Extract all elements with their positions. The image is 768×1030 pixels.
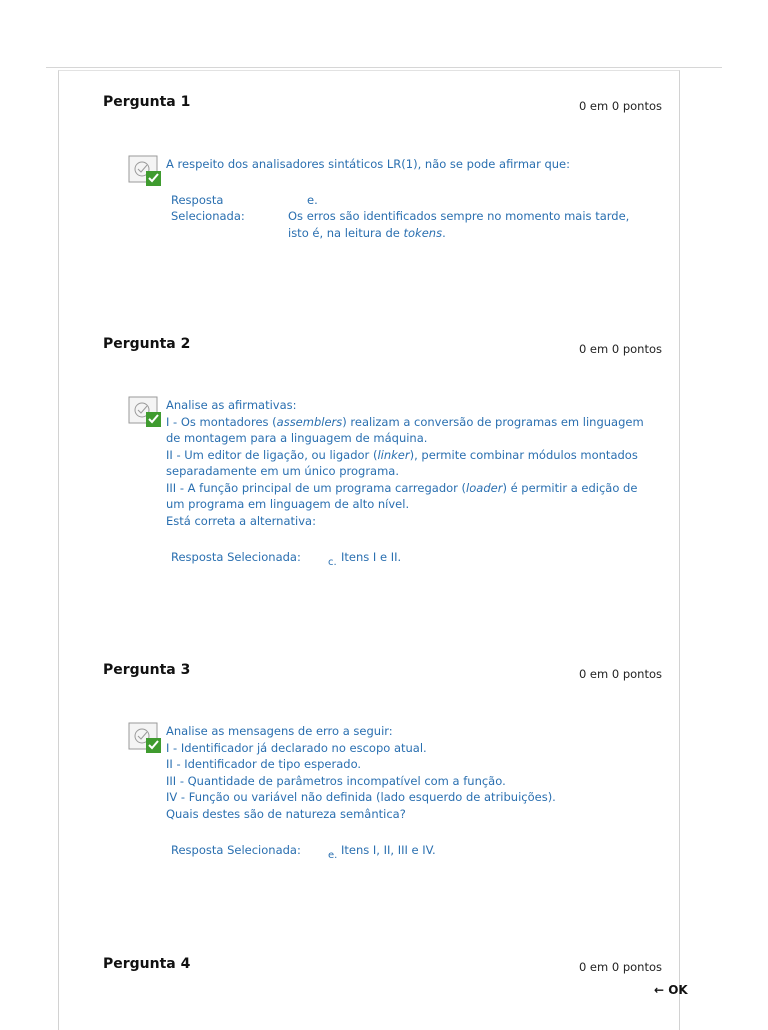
question-2-title: Pergunta 2 [103, 336, 191, 352]
question-3-points: 0 em 0 pontos [578, 667, 662, 681]
question-3-answer-text: Itens I, II, III e IV. [341, 843, 436, 857]
question-1-answer-line-2: isto é, na leitura de tokens. [288, 226, 446, 240]
question-3-title: Pergunta 3 [103, 662, 191, 678]
question-1-points: 0 em 0 pontos [578, 99, 662, 113]
question-1-answer-label-2: Selecionada: [171, 209, 245, 223]
question-2-answer-label: Resposta Selecionada: [171, 550, 301, 564]
question-2-points: 0 em 0 pontos [578, 342, 662, 356]
question-3-statement: Analise as mensagens de erro a seguir: I - Identificador já declarado no escopo atual. II - Identificador de tipo esperado. III - Quantidade de parâmetros incompatível com a função. IV - Função ou variável não definida (lado esquerdo de atribuições). Quais destes são de natureza semântica? [166, 724, 556, 821]
question-4-title: Pergunta 4 [103, 956, 191, 972]
question-1-answer-label-1: Resposta [171, 193, 224, 207]
top-divider [46, 67, 722, 68]
question-4-points: 0 em 0 pontos [578, 960, 662, 974]
correct-answer-icon [128, 396, 162, 428]
question-1-answer-letter: e. [307, 193, 318, 207]
question-1-statement: A respeito dos analisadores sintáticos LR(1), não se pode afirmar que: [166, 157, 571, 171]
question-3-answer-label: Resposta Selecionada: [171, 843, 301, 857]
question-3-answer-letter: e. [328, 850, 338, 861]
question-2-answer-text: Itens I e II. [341, 550, 402, 564]
correct-answer-icon [128, 155, 162, 187]
question-1-title: Pergunta 1 [103, 94, 191, 110]
question-1-answer-line-1: Os erros são identificados sempre no momento mais tarde, [288, 209, 630, 223]
question-2-answer-letter: c. [328, 557, 337, 568]
ok-link[interactable]: ← OK [654, 983, 688, 997]
question-2-statement: Analise as afirmativas: I - Os montadores (assemblers) realizam a conversão de programas em linguagem de montagem para a linguagem de máquina. II - Um editor de ligação, ou ligador (linker), permite combinar módulos montados separadamente em um único programa. III - A função principal de um programa carregador (loader) é permitir a edição de um programa em linguagem de alto nível. Está correta a alternativa: [166, 398, 644, 528]
correct-answer-icon [128, 722, 162, 754]
